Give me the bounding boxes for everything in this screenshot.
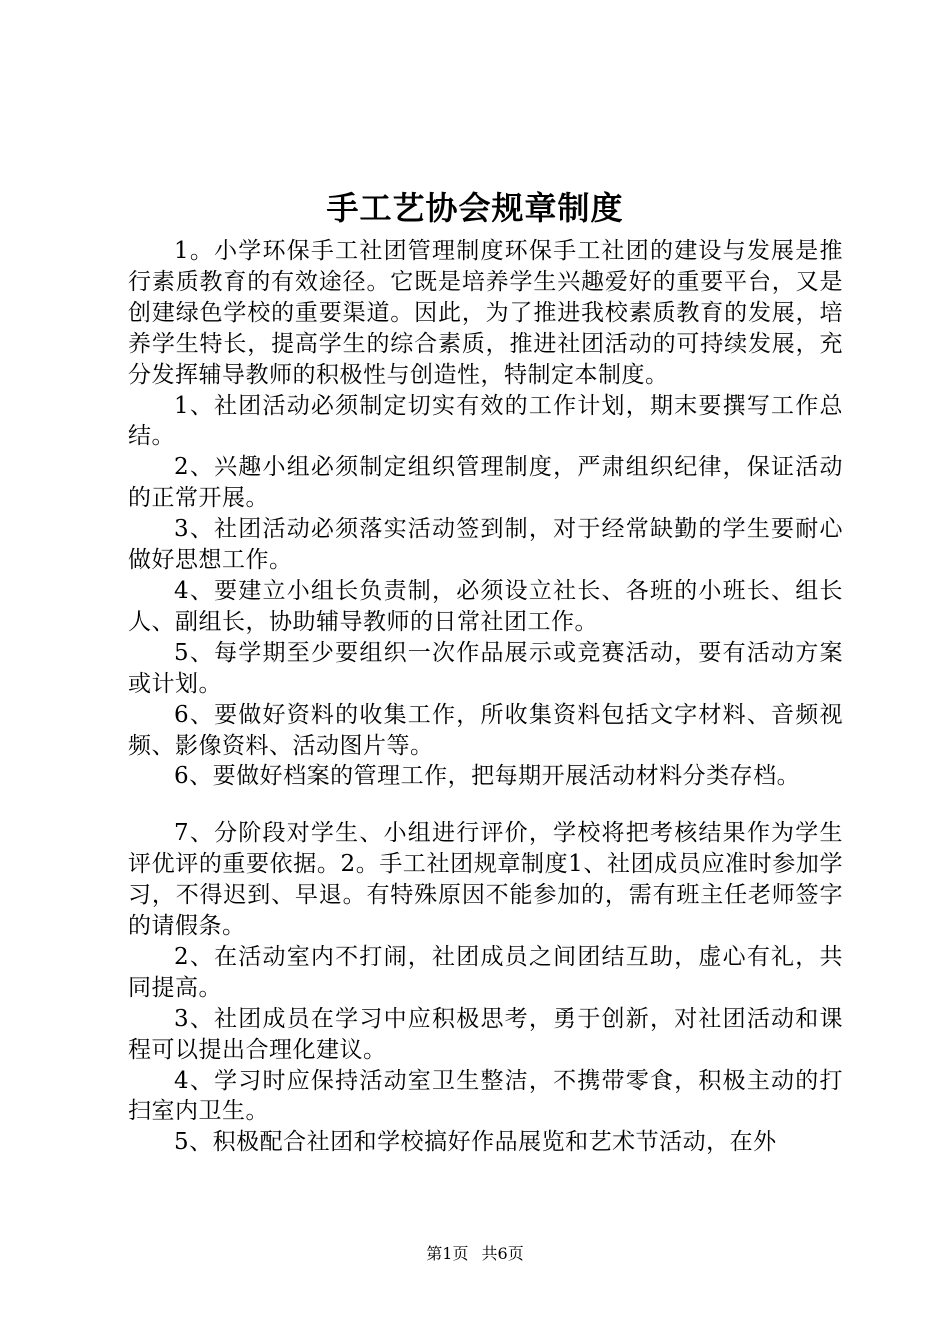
paragraph: 2、在活动室内不打闹，社团成员之间团结互助，虚心有礼，共同提高。 [128,943,843,1001]
document-title: 手工艺协会规章制度 [326,189,624,227]
paragraph: 4、要建立小组长负责制，必须设立社长、各班的小班长、组长人、副组长，协助辅导教师的日常社团工作。 [128,577,843,635]
paragraph: 4、学习时应保持活动室卫生整洁，不携带零食，积极主动的打扫室内卫生。 [128,1067,843,1125]
paragraph: 3、社团活动必须落实活动签到制，对于经常缺勤的学生要耐心做好思想工作。 [128,516,843,574]
page-footer [0,1244,950,1264]
page-number: 第1页 [426,1244,469,1263]
page-total: 共6页 [481,1244,524,1263]
paragraph: 2、兴趣小组必须制定组织管理制度，严肃组织纪律，保证活动的正常开展。 [128,454,843,512]
paragraph: 1。小学环保手工社团管理制度环保手工社团的建设与发展是推行素质教育的有效途径。它既是培养学生兴趣爱好的重要平台，又是创建绿色学校的重要渠道。因此，为了推进我校素质教育的发展，培养学生特长，提高学生的综合素质，推进社团活动的可持续发展，充分发挥辅导教师的积极性与创造性，特制定本制度。 [128,238,843,388]
paragraph: 3、社团成员在学习中应积极思考，勇于创新，对社团活动和课程可以提出合理化建议。 [128,1005,843,1063]
document-body [128,236,843,1158]
paragraph: 5、积极配合社团和学校搞好作品展览和艺术节活动，在外 [174,1129,777,1156]
paragraph: 6、要做好档案的管理工作，把每期开展活动材料分类存档。 [174,763,801,790]
paragraph: 6、要做好资料的收集工作，所收集资料包括文字材料、音频视频、影像资料、活动图片等。 [128,701,843,759]
paragraph: 1、社团活动必须制定切实有效的工作计划，期末要撰写工作总结。 [128,392,843,450]
paragraph: 5、每学期至少要组织一次作品展示或竞赛活动，要有活动方案或计划。 [128,639,843,697]
paragraph: 7、分阶段对学生、小组进行评价，学校将把考核结果作为学生评优评的重要依据。2。手工社团规章制度1、社团成员应准时参加学习，不得迟到、早退。有特殊原因不能参加的，需有班主任老师签字的请假条。 [128,820,843,940]
